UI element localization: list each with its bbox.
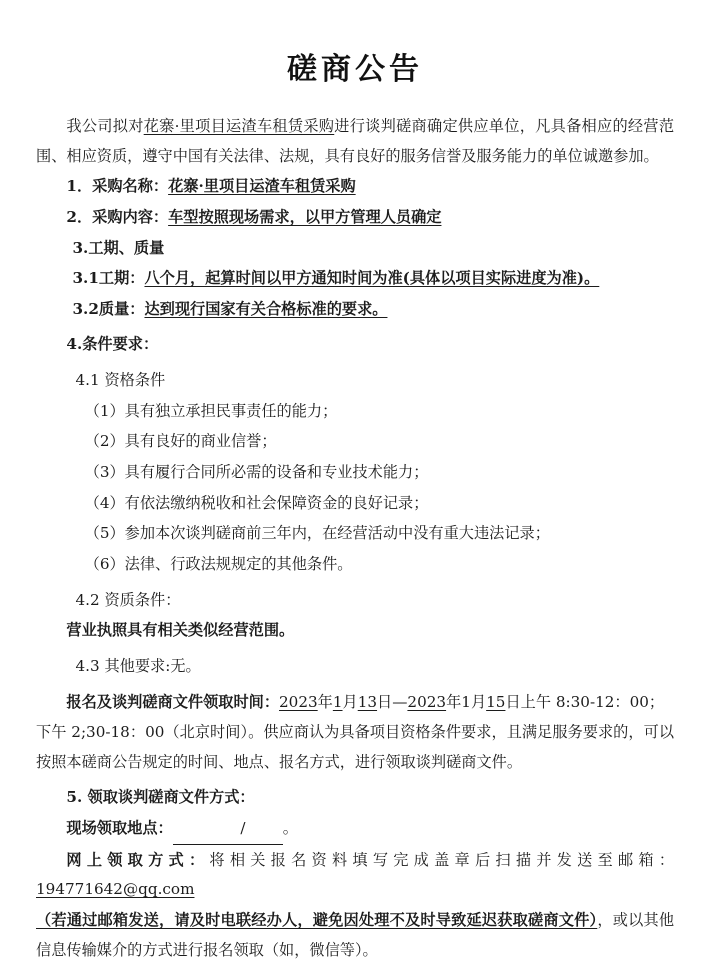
subsection-label: 工期： [98,269,145,288]
subsection-qualify2-heading: 4.2 资质条件： [75,590,181,609]
section-value: 花寨·里项目运渣车租赁采购 [168,177,356,196]
subsection-qualify2-text: 营业执照具有相关类似经营范围。 [66,621,295,640]
section-value: 车型按照现场需求，以甲方管理人员确定 [168,207,442,226]
section-duration-quality [36,234,674,264]
section-no: 3. [72,238,89,257]
onsite-tail: 。 [282,819,298,838]
signup-end-year: 2023 [407,692,447,711]
section-label: 工期、质量 [88,238,165,257]
online-tail: ，或以其他信息传输媒介的方式进行报名领取（如，微信等）。 [36,911,675,959]
document-page [0,44,710,959]
online-note-paragraph [36,906,674,965]
signup-start-day: 13 [357,692,378,711]
signup-end-month: 1 [461,692,471,711]
intro-project-name: 花寨·里项目运渣车租赁采购 [143,117,335,135]
signup-time-paragraph: 报名及谈判磋商文件领取时间：2023年1月13日—2023年1月15日上午 8:30-12：00； [66,692,665,711]
contact-email[interactable]: 194771642@qq.com [36,880,195,899]
section-pickup-heading: 5. 领取谈判磋商文件方式： [66,788,255,807]
signup-time-pm: 下午 2;30-18：00（北京时间）。 [36,723,264,742]
section-purchase-content [36,203,674,233]
list-item: （4）有依法缴纳税收和社会保障资金的良好记录； [84,493,429,512]
intro-prefix: 我公司拟对 [66,117,144,135]
signup-end-day: 15 [486,692,506,711]
intro-suffix: 进行谈判磋商确定供应单位，凡具备相应的经营范围、相应资质，遵守中国有关法律、法规，具有良好的服务信誉及服务能力的单位诚邀参加。 [36,117,675,165]
section-no: 1． [66,177,93,196]
signup-label: 报名及谈判磋商文件领取时间： [66,692,280,711]
intro-paragraph [36,112,674,171]
section-label: 采购名称： [92,177,169,196]
subsection-other-requirements: 4.3 其他要求:无。 [75,656,201,675]
subsection-duration [36,264,674,294]
signup-start-year: 2023 [279,692,318,711]
subsection-value: 八个月，起算时间以甲方通知时间为准(具体以项目实际进度为准)。 [144,269,600,288]
subsection-qualification-heading: 4.1 资格条件 [75,371,166,390]
onsite-pickup-paragraph [36,814,674,845]
online-note: （若通过邮箱发送，请及时电联经办人，避免因处理不及时导致延迟获取磋商文件） [36,911,598,930]
section-no: 2． [66,207,93,226]
signup-time-pm-paragraph [36,718,674,777]
section-label: 采购内容： [92,207,169,226]
onsite-value: / [173,814,283,845]
subsection-no: 3.2 [72,299,99,318]
document-body [0,112,710,965]
subsection-value: 达到现行国家有关合格标准的要求。 [144,299,388,318]
onsite-label: 现场领取地点： [66,819,173,838]
section-conditions: 4.条件要求： [66,335,159,354]
online-pickup-paragraph [36,846,674,905]
list-item: （1）具有独立承担民事责任的能力； [84,401,338,420]
signup-tail: 供应商认为具备项目资格条件要求，且满足服务要求的，可以按照本磋商公告规定的时间、地点、报名方式，进行领取谈判磋商文件。 [36,723,675,771]
list-item: （3）具有履行合同所必需的设备和专业技术能力； [84,463,429,482]
signup-time-am: 上午 8:30-12：00； [520,692,665,711]
signup-start-month: 1 [332,692,343,711]
subsection-label: 质量： [98,299,145,318]
section-purchase-name [36,172,674,202]
page-title: 磋商公告 [287,52,423,87]
online-label: 网上领取方式： [66,850,210,869]
list-item: （5）参加本次谈判磋商前三年内，在经营活动中没有重大违法记录； [84,524,550,543]
list-item: （2）具有良好的商业信誉； [84,432,277,451]
subsection-quality [36,295,674,325]
list-item: （6）法律、行政法规规定的其他条件。 [84,554,353,573]
online-text: 将相关报名资料填写完成盖章后扫描并发送至邮箱： [209,850,675,869]
subsection-no: 3.1 [72,269,99,288]
